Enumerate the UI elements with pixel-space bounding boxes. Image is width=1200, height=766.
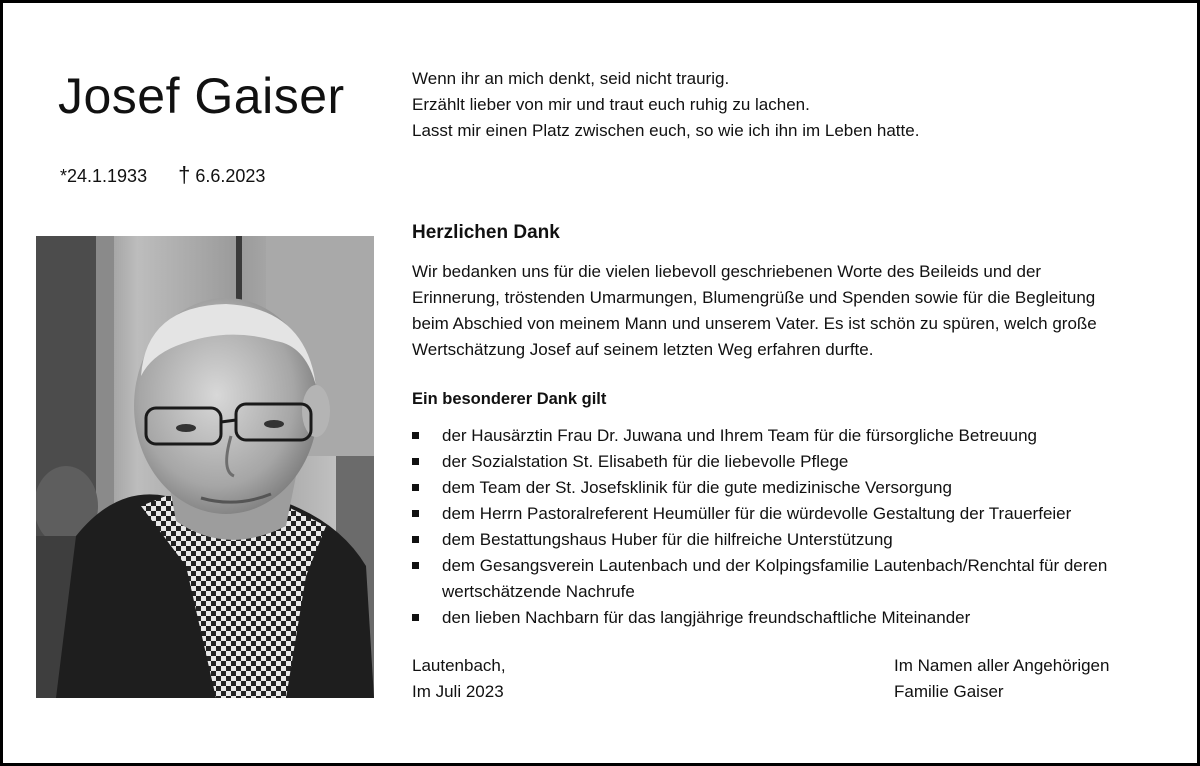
thanks-heading: Herzlichen Dank <box>412 222 560 243</box>
list-item-text: dem Gesangsverein Lautenbach und der Kolpingsfamilie Lautenbach/Renchtal für deren <box>442 556 1108 575</box>
square-bullet-icon <box>412 432 419 439</box>
list-item <box>412 449 1182 475</box>
death-date: 6.6.2023 <box>195 166 266 186</box>
list-item-text: dem Herrn Pastoralreferent Heumüller für die würdevolle Gestaltung der Trauerfeier <box>442 504 1072 523</box>
list-item <box>412 501 1182 527</box>
closing-family: Familie Gaiser <box>894 682 1004 701</box>
square-bullet-icon <box>412 614 419 621</box>
cross-icon: † <box>178 162 191 187</box>
list-item-text-continued: wertschätzende Nachrufe <box>442 582 635 601</box>
portrait-illustration <box>36 236 374 698</box>
list-item <box>412 527 1182 553</box>
list-item-text: der Hausärztin Frau Dr. Juwana und Ihrem Team für die fürsorgliche Betreuung <box>442 426 1037 445</box>
quote-line: Lasst mir einen Platz zwischen euch, so wie ich ihn im Leben hatte. <box>412 121 920 140</box>
portrait-photo <box>36 236 374 698</box>
list-item <box>412 423 1182 449</box>
thanks-paragraph <box>412 259 1172 363</box>
deceased-name: Josef Gaiser <box>58 68 345 124</box>
list-item <box>412 553 1182 605</box>
thanks-line: Wertschätzung Josef auf seinem letzten Weg erfahren durfte. <box>412 340 874 359</box>
special-thanks-list <box>412 423 1182 631</box>
square-bullet-icon <box>412 510 419 517</box>
special-thanks-heading: Ein besonderer Dank gilt <box>412 390 607 408</box>
closing-place-date <box>412 653 506 705</box>
life-dates <box>60 163 265 188</box>
list-item <box>412 605 1182 631</box>
thanks-line: beim Abschied von meinem Mann und unserem Vater. Es ist schön zu spüren, welch große <box>412 314 1097 333</box>
thanks-line: Erinnerung, tröstenden Umarmungen, Blumengrüße und Spenden sowie für die Begleitung <box>412 288 1096 307</box>
quote-line: Erzählt lieber von mir und traut euch ruhig zu lachen. <box>412 95 810 114</box>
list-item-text: dem Team der St. Josefsklinik für die gute medizinische Versorgung <box>442 478 952 497</box>
closing-signature <box>894 653 1109 705</box>
list-item-text: den lieben Nachbarn für das langjährige freundschaftliche Miteinander <box>442 608 971 627</box>
closing-on-behalf: Im Namen aller Angehörigen <box>894 656 1110 675</box>
square-bullet-icon <box>412 536 419 543</box>
square-bullet-icon <box>412 458 419 465</box>
closing-date: Im Juli 2023 <box>412 682 504 701</box>
square-bullet-icon <box>412 484 419 491</box>
quote-line: Wenn ihr an mich denkt, seid nicht traurig. <box>412 69 730 88</box>
closing-place: Lautenbach, <box>412 656 506 675</box>
thanks-line: Wir bedanken uns für die vielen liebevoll geschriebenen Worte des Beileids und der <box>412 262 1042 281</box>
list-item-text: der Sozialstation St. Elisabeth für die liebevolle Pflege <box>442 452 849 471</box>
square-bullet-icon <box>412 562 419 569</box>
list-item <box>412 475 1182 501</box>
birth-date: *24.1.1933 <box>60 166 148 186</box>
memorial-quote <box>412 66 919 144</box>
list-item-text: dem Bestattungshaus Huber für die hilfreiche Unterstützung <box>442 530 893 549</box>
death-date-group <box>178 162 266 187</box>
